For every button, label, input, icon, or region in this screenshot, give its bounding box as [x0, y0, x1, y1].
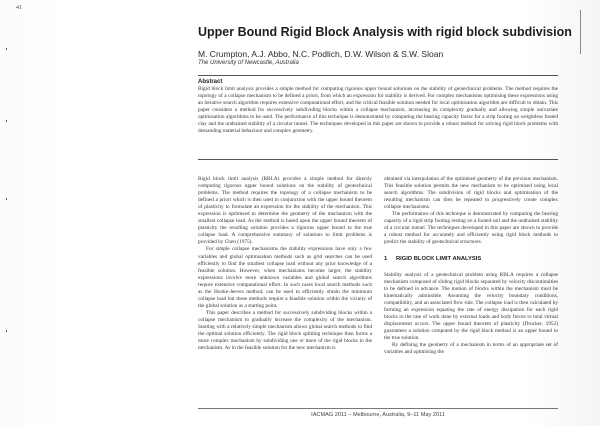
body-paragraph: By defining the geometry of a mechanism in terms of an appropriate set of variables and optimising the [384, 341, 558, 356]
page-edge-line [580, 10, 581, 54]
abstract-heading: Abstract [198, 79, 223, 85]
paper-authors: M. Crumpton, A.J. Abbo, N.C. Podlich, D.W. Wilson & S.W. Sloan [198, 49, 444, 59]
right-column [384, 176, 558, 406]
body-paragraph: Rigid block limit analysis (RBLA) provides a simple method for directly computing rigorous upper bound solutions on the stability of geotechnical problems. The method requires the topology of a collapse mechanism to be defined a priori which is then used in conjunction with the upper bound theorem of plasticity to formulate an expression for the stability of the mechanism. This expression is optimised to determine the geometry of the mechanism with the smallest collapse load. As the method is based upon the upper bound theorem of plasticity the resulting solution provides a rigorous upper bound to the true collapse load. A comprehensive summary of solutions to limit problems is provided by Chen (1975). [198, 176, 372, 246]
page-footer: IACMAG 2011 – Melbourne, Australia, 9–11 May 2011 [198, 408, 558, 418]
binding-mark [6, 198, 7, 200]
paper-title: Upper Bound Rigid Block Analysis with rigid block subdivision [198, 25, 572, 39]
body-paragraph: obtained via interpolation of the optimised geometry of the previous mechanism. This feasible solution permits the new mechanism to be optimised using local search algorithms. The subdivision of rigid blocks and optimisation of the resulting mechanism can then be repeated to progressively create complex collapse mechanisms. [384, 176, 558, 211]
section-heading [384, 256, 558, 263]
paper-affiliation: The University of Newcastle, Australia [198, 60, 299, 66]
left-column [198, 176, 372, 406]
binding-mark [6, 330, 7, 332]
body-paragraph: This paper describes a method for successively subdividing blocks within a collapse mechanism to gradually increase the complexity of the mechanism. Starting with a relatively simple mechanism allows global search methods to find the optimal solution efficiently. The rigid block splitting technique then forms a more complex mechanism by subdividing one or more of the rigid blocks in the mechanism. As in the feasible solution for the new mechanism is [198, 309, 372, 352]
body-paragraph: Stability analysis of a geotechnical problem using RBLA requires a collapse mechanism composed of sliding rigid blocks separated by velocity discontinuities to be defined in advance. The motion of blocks within the mechanism must be kinematically admissible. Assuming the velocity boundary conditions, compatibility, and an associated flow rule. The collapse load is then calculated by forming an expression equating the rate of energy dissipation for each rigid blocks to the rate of work done by external loads and body forces to total virtual displacement occurs. The upper bound theorem of plasticity (Drucker, 1952) guarantees a solution computed by the rigid block method is an upper bound to the true solution. [384, 271, 558, 341]
binding-mark [6, 120, 7, 122]
section-title: RIGID BLOCK LIMIT ANALYSIS [396, 256, 482, 263]
abstract-text: Rigid block limit analysis provides a simple method for computing rigorous upper bound solutions on the stability of geotechnical problems. The method requires the topology of a collapse mechanism to be defined a priori, from which an expression for stability is derived. For complex mechanisms optimising these expressions using an iterative search algorithm requires extensive computational effort, and the critical feasible solution needed for local optimisation algorithm are difficult to obtain. This paper considers a method for successively subdividing blocks within a collapse mechanism, increasing its complexity gradually and allowing simple univariate optimisation algorithms to be used. The performance of this technique is demonstrated by computing the bearing capacity factor for a strip footing on weightless footed clay and the undrained stability of a circular tunnel. The techniques developed in this paper are shown to provide a robust method for solving rigid block problems with demanding material behaviour and complex geometry. [198, 86, 558, 134]
body-paragraph: The performance of this technique is demonstrated by computing the bearing capacity of a rigid strip footing resting on a footed soil and the undrained stability of a circular tunnel. The techniques developed in this paper are shown to provide a robust method for accurately and efficiently using rigid block methods to predict the stability of geotechnical structures. [384, 211, 558, 246]
binding-mark [6, 48, 7, 50]
section-number: 1 [384, 256, 388, 263]
body-paragraph: For simple collapse mechanisms the stability expressions have only a few variables and global optimisation methods such as grid searches can be used efficiently to find the smallest collapse load without any prior knowledge of a feasible solution. However, when mechanisms become larger, the stability expressions involve more unknown variables and global search algorithms require extensive computational effort. In such cases local search methods such as the Hooke-Jeeves method, can be used to efficiently obtain the minimum collapse load but these methods require a feasible solution within the vicinity of the global solution as a starting point. [198, 246, 372, 309]
page-number: 41 [16, 5, 22, 11]
abstract-box [198, 75, 558, 160]
